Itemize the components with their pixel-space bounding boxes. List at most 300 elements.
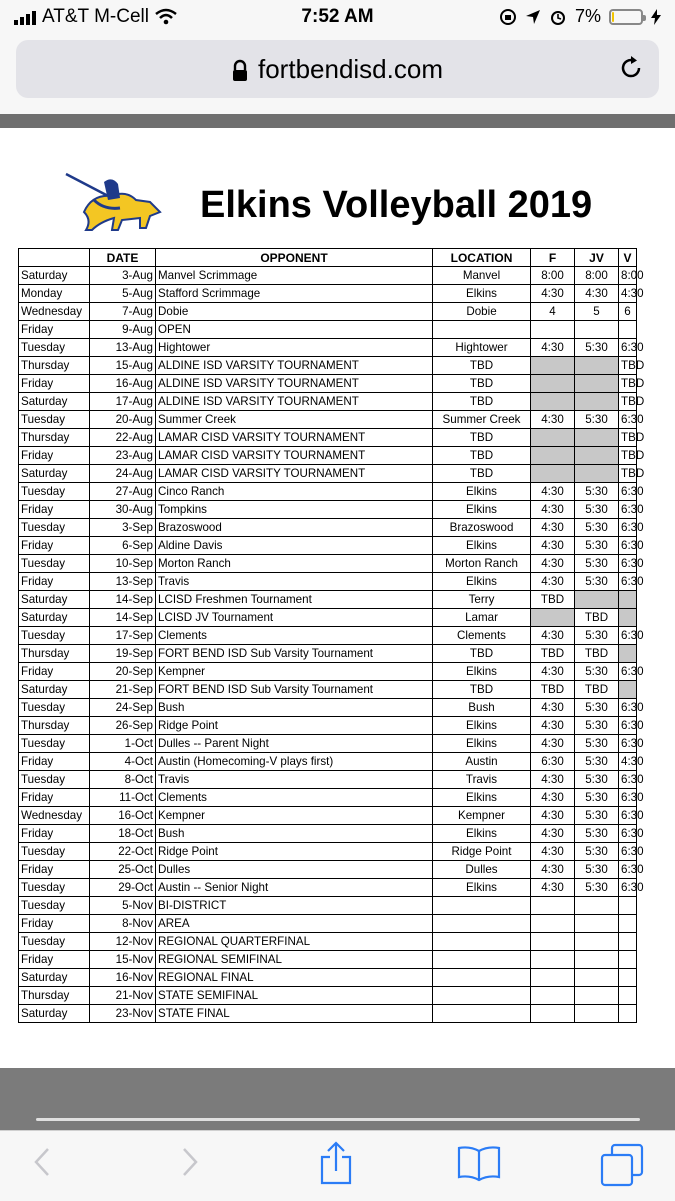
cell-v-time xyxy=(619,987,637,1005)
cell-v-time: 6:30 xyxy=(619,735,637,753)
cell-day: Saturday xyxy=(19,1005,90,1023)
table-row xyxy=(19,591,637,609)
table-row xyxy=(19,321,637,339)
cell-v-time xyxy=(619,933,637,951)
cell-date: 6-Sep xyxy=(90,537,156,555)
table-row xyxy=(19,789,637,807)
table-row xyxy=(19,843,637,861)
cell-f-time: 4:30 xyxy=(531,825,575,843)
cell-opponent: REGIONAL QUARTERFINAL xyxy=(156,933,433,951)
cell-date: 27-Aug xyxy=(90,483,156,501)
cell-jv-time: 5:30 xyxy=(575,501,619,519)
cell-f-time: 4:30 xyxy=(531,483,575,501)
cell-opponent: LCISD Freshmen Tournament xyxy=(156,591,433,609)
cell-jv-time xyxy=(575,429,619,447)
cell-v-time: 6:30 xyxy=(619,339,637,357)
cell-v-time: 6:30 xyxy=(619,537,637,555)
cell-v-time: TBD xyxy=(619,375,637,393)
cell-date: 20-Sep xyxy=(90,663,156,681)
orientation-lock-icon xyxy=(499,8,517,26)
table-row xyxy=(19,915,637,933)
cell-day: Tuesday xyxy=(19,627,90,645)
cell-opponent: REGIONAL SEMIFINAL xyxy=(156,951,433,969)
table-row xyxy=(19,645,637,663)
cell-jv-time: 5:30 xyxy=(575,735,619,753)
cell-v-time: 6:30 xyxy=(619,411,637,429)
table-row xyxy=(19,375,637,393)
column-header-day xyxy=(19,249,90,267)
cell-f-time: 4:30 xyxy=(531,573,575,591)
cell-jv-time: 5:30 xyxy=(575,807,619,825)
cell-date: 15-Nov xyxy=(90,951,156,969)
cell-v-time: 6:30 xyxy=(619,825,637,843)
cell-f-time: 4:30 xyxy=(531,537,575,555)
cell-opponent: Dulles xyxy=(156,861,433,879)
cell-f-time: TBD xyxy=(531,645,575,663)
cell-f-time xyxy=(531,357,575,375)
cell-date: 24-Sep xyxy=(90,699,156,717)
cell-date: 8-Nov xyxy=(90,915,156,933)
cell-v-time: TBD xyxy=(619,429,637,447)
cell-date: 12-Nov xyxy=(90,933,156,951)
cell-v-time: TBD xyxy=(619,393,637,411)
cell-v-time xyxy=(619,645,637,663)
cell-date: 24-Aug xyxy=(90,465,156,483)
lock-icon xyxy=(232,60,248,82)
cell-location xyxy=(433,933,531,951)
cell-v-time: 6:30 xyxy=(619,861,637,879)
cell-location xyxy=(433,951,531,969)
cell-day: Friday xyxy=(19,915,90,933)
cell-opponent: Clements xyxy=(156,627,433,645)
back-icon[interactable] xyxy=(30,1145,54,1179)
cell-opponent: Clements xyxy=(156,789,433,807)
cell-location xyxy=(433,987,531,1005)
status-right xyxy=(499,6,661,27)
cell-jv-time: TBD xyxy=(575,681,619,699)
cell-f-time: 6:30 xyxy=(531,753,575,771)
cell-date: 13-Aug xyxy=(90,339,156,357)
column-header-jv: JV xyxy=(575,249,619,267)
cell-f-time: TBD xyxy=(531,591,575,609)
cell-opponent: Ridge Point xyxy=(156,717,433,735)
cell-date: 4-Oct xyxy=(90,753,156,771)
cell-jv-time xyxy=(575,1005,619,1023)
column-header-location: LOCATION xyxy=(433,249,531,267)
cell-opponent: STATE SEMIFINAL xyxy=(156,987,433,1005)
cell-opponent: Travis xyxy=(156,573,433,591)
cell-day: Saturday xyxy=(19,465,90,483)
cell-opponent: Manvel Scrimmage xyxy=(156,267,433,285)
cell-location xyxy=(433,969,531,987)
cell-f-time: 4:30 xyxy=(531,735,575,753)
table-row xyxy=(19,537,637,555)
cell-day: Friday xyxy=(19,861,90,879)
column-header-v: V xyxy=(619,249,637,267)
cell-opponent: Kempner xyxy=(156,663,433,681)
column-header-opponent: OPPONENT xyxy=(156,249,433,267)
cell-jv-time: 5:30 xyxy=(575,717,619,735)
cell-opponent: Dulles -- Parent Night xyxy=(156,735,433,753)
cell-date: 17-Aug xyxy=(90,393,156,411)
cell-f-time: 4:30 xyxy=(531,519,575,537)
cell-date: 23-Nov xyxy=(90,1005,156,1023)
cell-day: Saturday xyxy=(19,969,90,987)
cell-day: Friday xyxy=(19,573,90,591)
cell-date: 20-Aug xyxy=(90,411,156,429)
cell-opponent: Bush xyxy=(156,825,433,843)
cell-opponent: Austin (Homecoming-V plays first) xyxy=(156,753,433,771)
cell-jv-time: 4:30 xyxy=(575,285,619,303)
url-display[interactable] xyxy=(16,54,659,85)
cell-date: 23-Aug xyxy=(90,447,156,465)
cell-date: 9-Aug xyxy=(90,321,156,339)
cell-day: Saturday xyxy=(19,393,90,411)
page-top-divider xyxy=(0,114,675,128)
status-bar xyxy=(0,0,675,36)
cell-opponent: LAMAR CISD VARSITY TOURNAMENT xyxy=(156,429,433,447)
cell-location: Elkins xyxy=(433,537,531,555)
schedule-table xyxy=(18,248,645,1023)
cell-f-time xyxy=(531,393,575,411)
table-row xyxy=(19,555,637,573)
cell-jv-time: 5:30 xyxy=(575,843,619,861)
cell-jv-time: 5:30 xyxy=(575,537,619,555)
table-row xyxy=(19,987,637,1005)
cell-date: 16-Nov xyxy=(90,969,156,987)
share-icon[interactable] xyxy=(318,1141,354,1185)
cell-v-time: 6:30 xyxy=(619,627,637,645)
cell-v-time: 6:30 xyxy=(619,807,637,825)
cell-day: Wednesday xyxy=(19,303,90,321)
cell-jv-time: 5:30 xyxy=(575,753,619,771)
cell-v-time xyxy=(619,915,637,933)
cell-location xyxy=(433,915,531,933)
cell-jv-time xyxy=(575,375,619,393)
cell-location: Austin xyxy=(433,753,531,771)
column-header-f: F xyxy=(531,249,575,267)
cell-f-time xyxy=(531,915,575,933)
cell-day: Saturday xyxy=(19,609,90,627)
cell-opponent: Travis xyxy=(156,771,433,789)
cell-f-time: 4:30 xyxy=(531,717,575,735)
cell-date: 14-Sep xyxy=(90,609,156,627)
cell-jv-time: TBD xyxy=(575,609,619,627)
cell-location: Elkins xyxy=(433,285,531,303)
cell-f-time: 4:30 xyxy=(531,339,575,357)
cell-f-time: TBD xyxy=(531,681,575,699)
cell-f-time: 4:30 xyxy=(531,807,575,825)
table-row xyxy=(19,429,637,447)
cell-day: Tuesday xyxy=(19,519,90,537)
cell-location: Summer Creek xyxy=(433,411,531,429)
cell-jv-time xyxy=(575,897,619,915)
cell-jv-time xyxy=(575,915,619,933)
cell-location: Lamar xyxy=(433,609,531,627)
cell-location: TBD xyxy=(433,465,531,483)
cell-jv-time: 5:30 xyxy=(575,861,619,879)
cell-day: Tuesday xyxy=(19,483,90,501)
cell-day: Friday xyxy=(19,501,90,519)
cell-opponent: Hightower xyxy=(156,339,433,357)
cell-date: 30-Aug xyxy=(90,501,156,519)
cell-location: TBD xyxy=(433,681,531,699)
table-row xyxy=(19,771,637,789)
table-row xyxy=(19,501,637,519)
cell-jv-time: 5:30 xyxy=(575,339,619,357)
cell-f-time: 4:30 xyxy=(531,411,575,429)
carrier-name: AT&T M-Cell xyxy=(42,6,149,27)
table-row xyxy=(19,339,637,357)
table-row xyxy=(19,753,637,771)
cell-date: 10-Sep xyxy=(90,555,156,573)
cell-opponent: Dobie xyxy=(156,303,433,321)
table-row xyxy=(19,1005,637,1023)
cell-v-time: 6:30 xyxy=(619,663,637,681)
cell-f-time: 8:00 xyxy=(531,267,575,285)
cell-day: Tuesday xyxy=(19,771,90,789)
scroll-indicator xyxy=(36,1118,640,1121)
cell-day: Saturday xyxy=(19,591,90,609)
cell-jv-time xyxy=(575,951,619,969)
cell-date: 3-Aug xyxy=(90,267,156,285)
cell-jv-time: 5:30 xyxy=(575,789,619,807)
table-row xyxy=(19,573,637,591)
column-header-date: DATE xyxy=(90,249,156,267)
cell-f-time xyxy=(531,447,575,465)
cell-jv-time xyxy=(575,933,619,951)
cell-day: Tuesday xyxy=(19,897,90,915)
cell-day: Friday xyxy=(19,753,90,771)
battery-percent: 7% xyxy=(574,6,601,26)
cell-opponent: Stafford Scrimmage xyxy=(156,285,433,303)
cell-location: Elkins xyxy=(433,717,531,735)
cell-opponent: STATE FINAL xyxy=(156,1005,433,1023)
cell-day: Tuesday xyxy=(19,735,90,753)
cell-location: TBD xyxy=(433,429,531,447)
cell-f-time xyxy=(531,321,575,339)
cell-v-time xyxy=(619,897,637,915)
safari-toolbar xyxy=(0,1130,675,1201)
table-row xyxy=(19,303,637,321)
cell-v-time: 6:30 xyxy=(619,843,637,861)
cell-day: Friday xyxy=(19,321,90,339)
cell-date: 5-Aug xyxy=(90,285,156,303)
alarm-icon xyxy=(549,8,567,26)
cell-day: Tuesday xyxy=(19,411,90,429)
cell-jv-time xyxy=(575,987,619,1005)
cell-day: Friday xyxy=(19,789,90,807)
table-row xyxy=(19,285,637,303)
cell-v-time xyxy=(619,681,637,699)
table-row xyxy=(19,465,637,483)
cell-location: Elkins xyxy=(433,663,531,681)
cell-v-time: 6:30 xyxy=(619,573,637,591)
cell-jv-time xyxy=(575,465,619,483)
knight-on-horse-logo xyxy=(64,172,164,232)
cell-f-time xyxy=(531,429,575,447)
cell-f-time: 4 xyxy=(531,303,575,321)
charging-bolt-icon xyxy=(651,9,661,25)
table-row xyxy=(19,609,637,627)
cell-date: 16-Oct xyxy=(90,807,156,825)
cell-f-time xyxy=(531,969,575,987)
bookmarks-icon[interactable] xyxy=(456,1145,502,1181)
table-row xyxy=(19,807,637,825)
cell-jv-time xyxy=(575,447,619,465)
cell-day: Tuesday xyxy=(19,879,90,897)
tabs-icon[interactable] xyxy=(600,1143,644,1187)
reload-icon[interactable] xyxy=(617,54,645,82)
cell-location: TBD xyxy=(433,375,531,393)
cell-f-time xyxy=(531,951,575,969)
cell-f-time: 4:30 xyxy=(531,843,575,861)
cell-day: Thursday xyxy=(19,987,90,1005)
cell-opponent: Austin -- Senior Night xyxy=(156,879,433,897)
cell-date: 17-Sep xyxy=(90,627,156,645)
cell-opponent: LCISD JV Tournament xyxy=(156,609,433,627)
cell-day: Monday xyxy=(19,285,90,303)
table-row xyxy=(19,933,637,951)
cell-location: Morton Ranch xyxy=(433,555,531,573)
cell-f-time xyxy=(531,897,575,915)
cell-v-time: 6:30 xyxy=(619,771,637,789)
cell-f-time: 4:30 xyxy=(531,627,575,645)
cell-location: Elkins xyxy=(433,879,531,897)
cell-f-time xyxy=(531,465,575,483)
cell-location: Hightower xyxy=(433,339,531,357)
table-row xyxy=(19,447,637,465)
cell-v-time: 8:00 xyxy=(619,267,637,285)
table-row xyxy=(19,663,637,681)
status-time: 7:52 AM xyxy=(301,6,374,27)
cell-date: 25-Oct xyxy=(90,861,156,879)
cell-f-time: 4:30 xyxy=(531,699,575,717)
cell-v-time xyxy=(619,609,637,627)
cell-day: Saturday xyxy=(19,681,90,699)
cell-location: Kempner xyxy=(433,807,531,825)
table-row xyxy=(19,519,637,537)
cell-v-time xyxy=(619,951,637,969)
cell-jv-time: 5:30 xyxy=(575,663,619,681)
cell-opponent: Bush xyxy=(156,699,433,717)
table-row xyxy=(19,357,637,375)
cell-day: Tuesday xyxy=(19,339,90,357)
browser-chrome xyxy=(0,36,675,114)
cell-opponent: BI-DISTRICT xyxy=(156,897,433,915)
cell-location: Elkins xyxy=(433,735,531,753)
cell-date: 22-Aug xyxy=(90,429,156,447)
cell-v-time xyxy=(619,591,637,609)
cell-jv-time xyxy=(575,321,619,339)
cell-opponent: FORT BEND ISD Sub Varsity Tournament xyxy=(156,645,433,663)
table-row xyxy=(19,951,637,969)
cell-v-time xyxy=(619,969,637,987)
table-row xyxy=(19,735,637,753)
cell-day: Thursday xyxy=(19,645,90,663)
cell-f-time: 4:30 xyxy=(531,501,575,519)
cell-jv-time xyxy=(575,591,619,609)
cell-day: Thursday xyxy=(19,357,90,375)
battery-icon xyxy=(609,9,643,25)
cell-date: 1-Oct xyxy=(90,735,156,753)
cell-location: Bush xyxy=(433,699,531,717)
cell-f-time: 4:30 xyxy=(531,771,575,789)
cell-opponent: LAMAR CISD VARSITY TOURNAMENT xyxy=(156,447,433,465)
cell-location: TBD xyxy=(433,645,531,663)
cell-f-time xyxy=(531,609,575,627)
cell-jv-time: 5:30 xyxy=(575,555,619,573)
cell-opponent: ALDINE ISD VARSITY TOURNAMENT xyxy=(156,375,433,393)
cell-opponent: ALDINE ISD VARSITY TOURNAMENT xyxy=(156,357,433,375)
cell-opponent: Aldine Davis xyxy=(156,537,433,555)
cell-f-time: 4:30 xyxy=(531,663,575,681)
cell-v-time xyxy=(619,321,637,339)
table-row xyxy=(19,825,637,843)
cell-jv-time: 5:30 xyxy=(575,771,619,789)
cell-day: Wednesday xyxy=(19,807,90,825)
cell-location: Elkins xyxy=(433,825,531,843)
cell-date: 18-Oct xyxy=(90,825,156,843)
cell-v-time: TBD xyxy=(619,465,637,483)
address-bar[interactable] xyxy=(16,40,659,98)
cell-v-time: 6 xyxy=(619,303,637,321)
table-row xyxy=(19,699,637,717)
cell-f-time xyxy=(531,1005,575,1023)
cell-opponent: Tompkins xyxy=(156,501,433,519)
cell-v-time: 6:30 xyxy=(619,699,637,717)
cell-opponent: Ridge Point xyxy=(156,843,433,861)
table-row xyxy=(19,267,637,285)
cell-jv-time: 5:30 xyxy=(575,699,619,717)
table-row xyxy=(19,879,637,897)
header-row xyxy=(19,249,637,267)
table-row xyxy=(19,411,637,429)
cell-opponent: ALDINE ISD VARSITY TOURNAMENT xyxy=(156,393,433,411)
location-icon xyxy=(525,9,541,25)
cell-date: 21-Nov xyxy=(90,987,156,1005)
cell-opponent: OPEN xyxy=(156,321,433,339)
cell-v-time: 6:30 xyxy=(619,555,637,573)
cell-location: TBD xyxy=(433,447,531,465)
cell-day: Thursday xyxy=(19,717,90,735)
cell-day: Friday xyxy=(19,375,90,393)
cell-location: Clements xyxy=(433,627,531,645)
cell-location: Brazoswood xyxy=(433,519,531,537)
cell-location: Manvel xyxy=(433,267,531,285)
cell-day: Tuesday xyxy=(19,843,90,861)
cell-jv-time: 8:00 xyxy=(575,267,619,285)
cell-v-time: 4:30 xyxy=(619,753,637,771)
cell-f-time: 4:30 xyxy=(531,879,575,897)
cell-date: 22-Oct xyxy=(90,843,156,861)
cell-date: 3-Sep xyxy=(90,519,156,537)
cell-day: Friday xyxy=(19,825,90,843)
cell-day: Thursday xyxy=(19,429,90,447)
cell-location xyxy=(433,897,531,915)
forward-icon[interactable] xyxy=(178,1145,202,1179)
cell-date: 26-Sep xyxy=(90,717,156,735)
cell-jv-time: 5:30 xyxy=(575,627,619,645)
cell-date: 5-Nov xyxy=(90,897,156,915)
cell-v-time: 6:30 xyxy=(619,879,637,897)
cell-opponent: Cinco Ranch xyxy=(156,483,433,501)
cell-date: 15-Aug xyxy=(90,357,156,375)
cell-date: 29-Oct xyxy=(90,879,156,897)
table-row xyxy=(19,627,637,645)
table-row xyxy=(19,681,637,699)
cell-date: 21-Sep xyxy=(90,681,156,699)
